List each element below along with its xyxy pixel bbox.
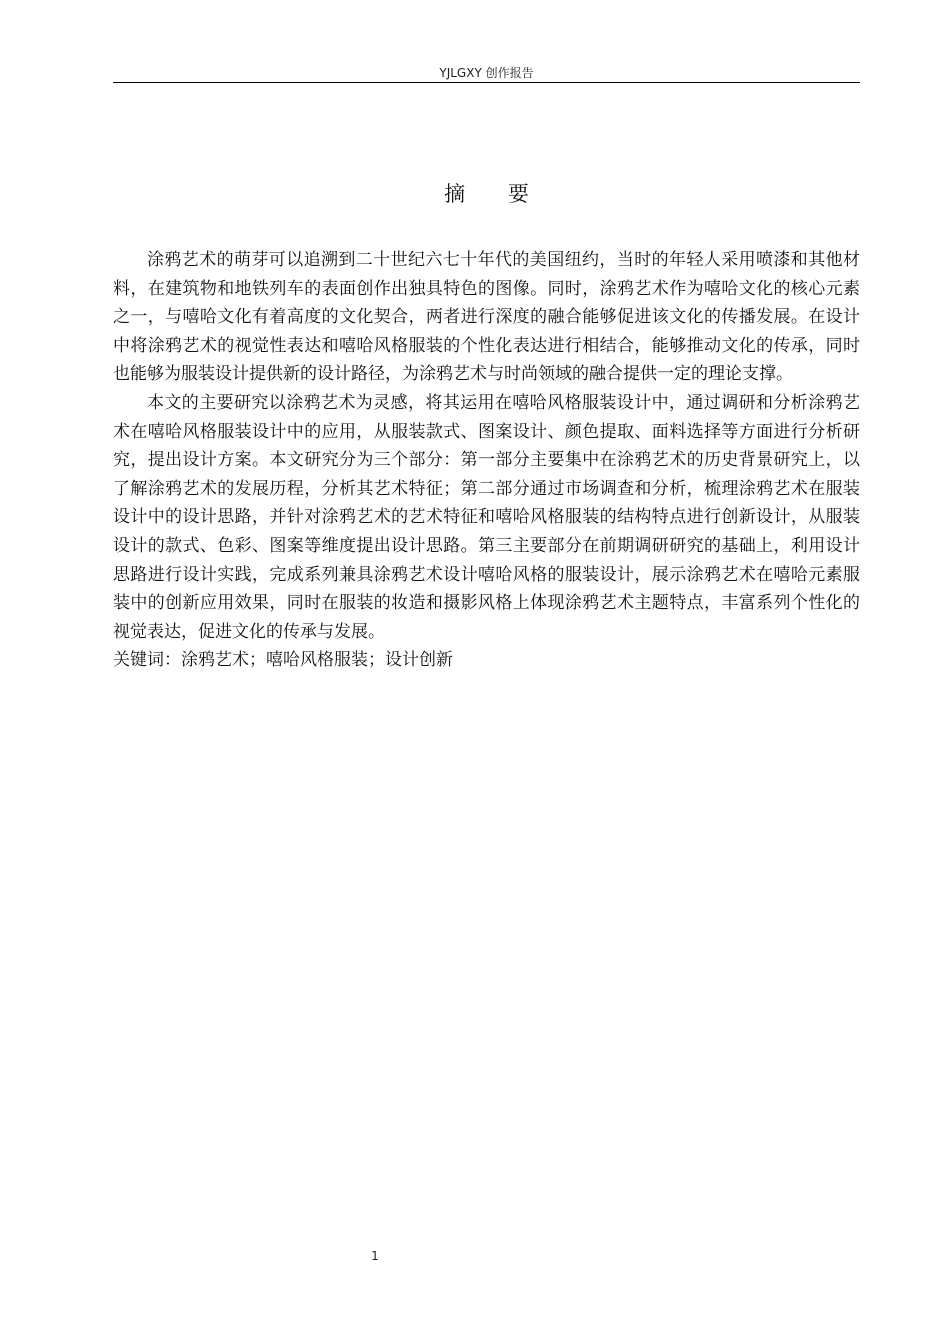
- abstract-body: [113, 246, 860, 675]
- keywords-line: 关键词：涂鸦艺术；嘻哈风格服装；设计创新: [113, 650, 453, 671]
- page-number: 1: [371, 1249, 379, 1263]
- abstract-paragraph-1: 涂鸦艺术的萌芽可以追溯到二十世纪六七十年代的美国纽约，当时的年轻人采用喷漆和其他材料，在建筑物和地铁列车的表面创作出独具特色的图像。同时，涂鸦艺术作为嘻哈文化的核心元素之一，与嘻哈文化有着高度的文化契合，两者进行深度的融合能够促进该文化的传播发展。在设计中将涂鸦艺术的视觉性表达和嘻哈风格服装的个性化表达进行相结合，能够推动文化的传承，同时也能够为服装设计提供新的设计路径，为涂鸦艺术与时尚领域的融合提供一定的理论支撑。: [113, 250, 860, 385]
- abstract-title: 摘 要: [444, 182, 547, 206]
- running-header: YJLGXY 创作报告: [439, 66, 534, 80]
- header-rule: [113, 82, 860, 83]
- abstract-paragraph-2: 本文的主要研究以涂鸦艺术为灵感，将其运用在嘻哈风格服装设计中，通过调研和分析涂鸦艺术在嘻哈风格服装设计中的应用，从服装款式、图案设计、颜色提取、面料选择等方面进行分析研究，提出设计方案。本文研究分为三个部分：第一部分主要集中在涂鸦艺术的历史背景研究上，以了解涂鸦艺术的发展历程，分析其艺术特征；第二部分通过市场调查和分析，梳理涂鸦艺术在服装设计中的设计思路，并针对涂鸦艺术的艺术特征和嘻哈风格服装的结构特点进行创新设计，从服装设计的款式、色彩、图案等维度提出设计思路。第三主要部分在前期调研研究的基础上，利用设计思路进行设计实践，完成系列兼具涂鸦艺术设计嘻哈风格的服装设计，展示涂鸦艺术在嘻哈元素服装中的创新应用效果，同时在服装的妆造和摄影风格上体现涂鸦艺术主题特点，丰富系列个性化的视觉表达，促进文化的传承与发展。: [113, 392, 860, 642]
